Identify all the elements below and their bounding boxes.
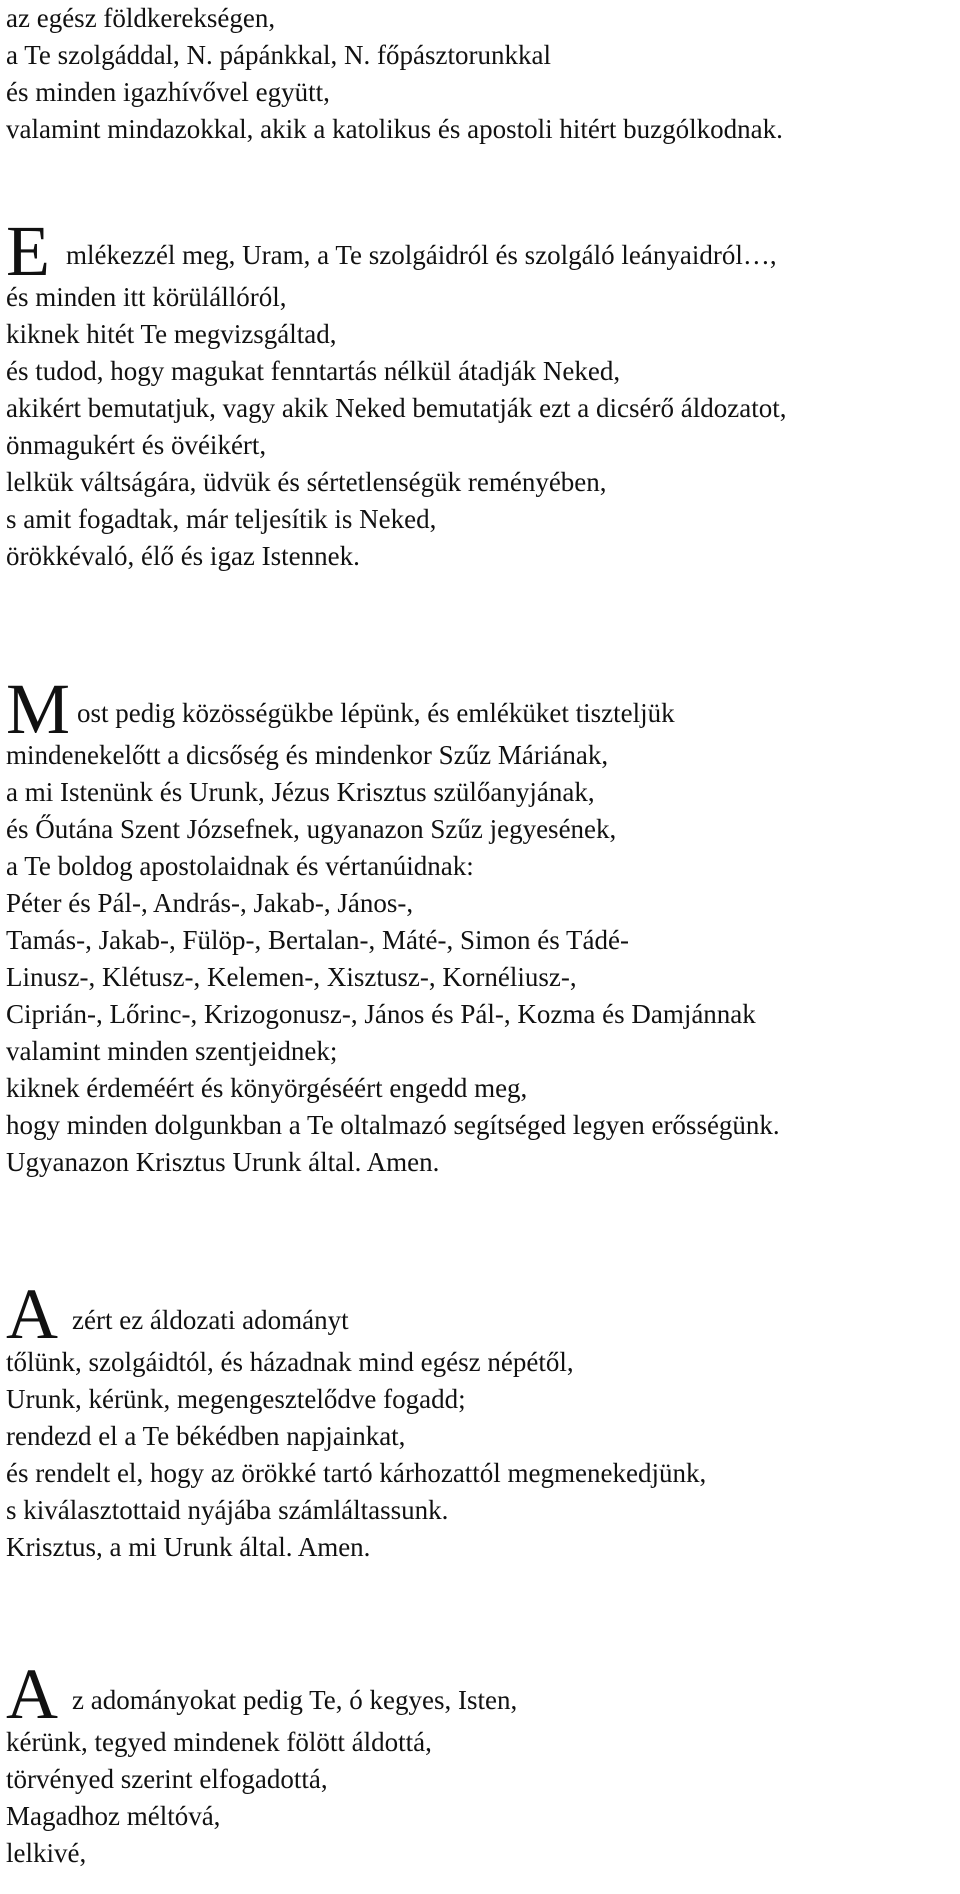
text-line: lelkük váltságára, üdvük és sértetlenségük reményében, xyxy=(6,467,607,497)
first-line-text: ost pedig közösségükbe lépünk, és emléküket tiszteljük xyxy=(77,698,675,728)
text-line: lelkivé, xyxy=(6,1838,87,1868)
text-line: kiknek érdeméért és könyörgéséért engedd meg, xyxy=(6,1073,528,1103)
text-line: törvényed szerint elfogadottá, xyxy=(6,1764,328,1794)
drop-cap: A xyxy=(6,1274,58,1354)
text-line: a Te szolgáddal, N. pápánkkal, N. főpásztorunkkal xyxy=(6,40,551,70)
text-line: önmagukért és övéikért, xyxy=(6,430,267,460)
text-line: Péter és Pál-, András-, Jakab-, János-, xyxy=(6,888,414,918)
text-line: az egész földkerekségen, xyxy=(6,3,276,33)
text-line: tőlünk, szolgáidtól, és házadnak mind egész népétől, xyxy=(6,1347,574,1377)
text-line: valamint mindazokkal, akik a katolikus és apostoli hitért buzgólkodnak. xyxy=(6,114,783,144)
text-line: és tudod, hogy magukat fenntartás nélkül átadják Neked, xyxy=(6,356,621,386)
paragraph-first-line xyxy=(6,1650,956,1734)
text-line: a mi Istenünk és Urunk, Jézus Krisztus szülőanyjának, xyxy=(6,777,595,807)
paragraph-communicantes xyxy=(6,663,956,1181)
paragraph-memento xyxy=(6,205,956,575)
text-line: Tamás-, Jakab-, Fülöp-, Bertalan-, Máté-, Simon és Tádé- xyxy=(6,925,629,955)
text-line: Linusz-, Klétusz-, Kelemen-, Xisztusz-, Kornéliusz-, xyxy=(6,962,577,992)
text-line: Ugyanazon Krisztus Urunk által. Amen. xyxy=(6,1147,440,1177)
text-line: Urunk, kérünk, megengesztelődve fogadd; xyxy=(6,1384,466,1414)
text-line: Krisztus, a mi Urunk által. Amen. xyxy=(6,1532,371,1562)
text-line: és Őutána Szent Józsefnek, ugyanazon Szűz jegyesének, xyxy=(6,814,617,844)
drop-cap: E xyxy=(6,211,50,291)
text-line: hogy minden dolgunkban a Te oltalmazó segítséged legyen erősségünk. xyxy=(6,1110,780,1140)
first-line-text: zért ez áldozati adományt xyxy=(72,1305,349,1335)
paragraph-first-line xyxy=(6,663,956,749)
text-line: örökkévaló, élő és igaz Istennek. xyxy=(6,541,360,571)
text-line: Ciprián-, Lőrinc-, Krizogonusz-, János és Pál-, Kozma és Damjánnak xyxy=(6,999,756,1029)
text-line: s kiválasztottaid nyájába számláltassunk. xyxy=(6,1495,449,1525)
paragraph-quam-oblationem xyxy=(6,1650,956,1872)
paragraph-first-line xyxy=(6,205,956,291)
text-line: s amit fogadtak, már teljesítik is Neked, xyxy=(6,504,437,534)
first-line-text: mlékezzél meg, Uram, a Te szolgáidról és szolgáló leányaidról…, xyxy=(66,240,777,270)
text-line: kiknek hitét Te megvizsgáltad, xyxy=(6,319,337,349)
text-line: a Te boldog apostolaidnak és vértanúidnak: xyxy=(6,851,474,881)
text-line: mindenekelőtt a dicsőség és mindenkor Szűz Máriának, xyxy=(6,740,609,770)
intro-text xyxy=(6,0,956,148)
text-line: és rendelt el, hogy az örökké tartó kárhozattól megmenekedjünk, xyxy=(6,1458,707,1488)
paragraph-first-line xyxy=(6,1270,956,1354)
text-line: valamint minden szentjeidnek; xyxy=(6,1036,338,1066)
first-line-text: z adományokat pedig Te, ó kegyes, Isten, xyxy=(72,1685,518,1715)
text-line: rendezd el a Te békédben napjainkat, xyxy=(6,1421,406,1451)
text-line: akikért bemutatjuk, vagy akik Neked bemutatják ezt a dicsérő áldozatot, xyxy=(6,393,787,423)
text-line: Magadhoz méltóvá, xyxy=(6,1801,221,1831)
paragraph-hanc-igitur xyxy=(6,1270,956,1566)
text-line: kérünk, tegyed mindenek fölött áldottá, xyxy=(6,1727,432,1757)
text-line: és minden igazhívővel együtt, xyxy=(6,77,330,107)
drop-cap: A xyxy=(6,1654,58,1734)
drop-cap: M xyxy=(6,669,71,749)
text-line: és minden itt körülállóról, xyxy=(6,282,287,312)
